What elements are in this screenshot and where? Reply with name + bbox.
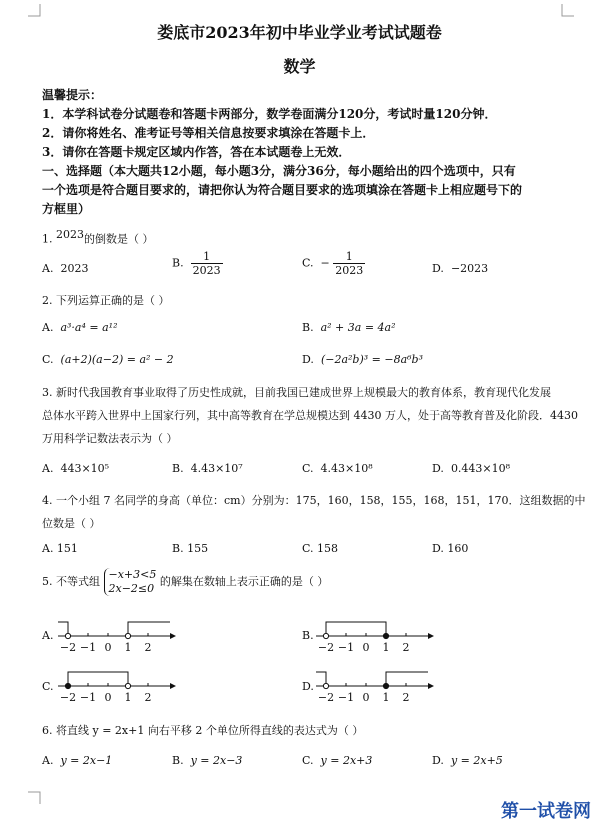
q3-option-b: B. 4.43×10⁷: [172, 462, 243, 475]
tick-label: −2: [317, 641, 335, 654]
q1-option-a: A. 2023: [42, 262, 89, 275]
open-point: [125, 633, 130, 638]
section1-line2: 一个选项是符合题目要求的，请把你认为符合题目要求的选项填涂在答题卡上相应题号下的: [42, 183, 523, 197]
q6-option-d: D. y = 2x+5: [432, 754, 503, 767]
tick-label: −2: [59, 641, 77, 654]
section1-line3: 方框里）: [42, 202, 91, 216]
open-point: [323, 633, 328, 638]
q2-option-a: A. a³·a⁴ = a¹²: [42, 321, 118, 334]
watermark-text: 第一试卷网: [501, 801, 591, 822]
q3-option-d: D. 0.443×10⁸: [432, 462, 511, 475]
axis-arrow-icon: [170, 633, 176, 639]
q1-option-d: D. −2023: [432, 262, 489, 275]
crop-mark-top-left: [28, 4, 42, 18]
tick-label: 1: [382, 691, 390, 704]
tip-2: 2．请你将姓名、准考证号等相关信息按要求填涂在答题卡上．: [42, 126, 375, 140]
q3-option-a: A. 443×10⁵: [42, 462, 110, 475]
crop-mark-bottom-left: [28, 790, 42, 804]
q5-option-c-number-line: [58, 662, 183, 707]
crop-mark-top-right: [560, 4, 574, 18]
tick-label: 0: [104, 691, 112, 704]
q1-year: 2023: [56, 228, 84, 241]
q3-option-c: C. 4.43×10⁸: [302, 462, 373, 475]
solution-bracket: [326, 622, 386, 636]
tick-label: −1: [79, 641, 97, 654]
tick-label: 2: [144, 691, 152, 704]
q1-c-fraction: $\frac{1}{2023}$: [335, 250, 364, 277]
q4-option-a: A. 151: [42, 542, 78, 555]
section1-line1: 一、选择题（本大题共12小题，每小题3分，满分36分，每小题给出的四个选项中，只有: [42, 164, 516, 178]
q6-option-c: C. y = 2x+3: [302, 754, 373, 767]
q5-option-d-number-line: [316, 662, 441, 707]
tick-label: 2: [144, 641, 152, 654]
q6-option-a: A. y = 2x−1: [42, 754, 113, 767]
q1-option-c: C. − $\frac{1}{2023}$: [302, 250, 364, 277]
solution-bracket: [68, 672, 128, 686]
q2-option-c: C. (a+2)(a−2) = a² − 2: [42, 353, 174, 366]
open-point: [323, 683, 328, 688]
question-3-line2: 总体水平跨入世界中上国家行列，其中高等教育在学总规模达到 4430 万人，处于高等教育普及化阶段．4430: [42, 409, 578, 422]
tick-label: 2: [402, 691, 410, 704]
axis-arrow-icon: [428, 683, 434, 689]
q4-option-b: B. 155: [172, 542, 209, 555]
open-point: [65, 633, 70, 638]
tip-3: 3．请你在答题卡规定区域内作答，答在本试题卷上无效．: [42, 145, 351, 159]
closed-point: [383, 683, 388, 688]
closed-point: [383, 633, 388, 638]
question-6: 6. 将直线 y = 2x+1 向右平移 2 个单位所得直线的表达式为（ ）: [42, 724, 364, 737]
q4-option-c: C. 158: [302, 542, 339, 555]
q5-option-b-number-line: [316, 612, 441, 657]
axis-arrow-icon: [170, 683, 176, 689]
q5-option-a-number-line: [58, 612, 183, 657]
q1-option-b: B. $\frac{1}{2023}$: [172, 250, 221, 277]
question-3-line3: 万用科学记数法表示为（ ）: [42, 432, 178, 445]
tip-1: 1．本学科试卷分试题卷和答题卡两部分，数学卷面满分120分，考试时量120分钟．: [42, 107, 497, 121]
q2-option-b: B. a² + 3a = 4a²: [302, 321, 396, 334]
question-2: 2. 下列运算正确的是（ ）: [42, 294, 170, 307]
tick-label: 0: [104, 641, 112, 654]
tick-label: 2: [402, 641, 410, 654]
question-4-line1: 4. 一个小组 7 名同学的身高（单位：cm）分别为：175，160，158，155，168，151，170．这组数据的中: [42, 494, 586, 507]
q5-option-b-label: B.: [302, 629, 314, 642]
tips-heading: 温馨提示：: [42, 88, 103, 102]
q4-option-d: D. 160: [432, 542, 469, 555]
q1-b-fraction: $\frac{1}{2023}$: [192, 250, 221, 277]
question-3-line1: 3. 新时代我国教育事业取得了历史性成就，目前我国已建成世界上规模最大的教育体系，教育现代化发展: [42, 386, 551, 399]
exam-title: 娄底市2023年初中毕业学业考试试题卷: [157, 23, 442, 42]
open-point: [125, 683, 130, 688]
q5-option-c-label: C.: [42, 680, 54, 693]
tick-label: −2: [317, 691, 335, 704]
tick-label: −2: [59, 691, 77, 704]
q1-number: 1.: [42, 232, 53, 246]
tick-label: 1: [124, 691, 132, 704]
q5-option-d-label: D.: [302, 680, 314, 693]
question-5: 5. 不等式组 −x+3<5 2x−2≤0 的解集在数轴上表示正确的是（ ）: [42, 568, 329, 595]
tick-label: 0: [362, 641, 370, 654]
tick-label: 1: [382, 641, 390, 654]
exam-subject: 数学: [283, 57, 316, 76]
tick-label: 1: [124, 641, 132, 654]
tick-label: −1: [337, 641, 355, 654]
solution-bracket: [128, 622, 170, 636]
solution-bracket: [386, 672, 428, 686]
closed-point: [65, 683, 70, 688]
q1-text: 的倒数是（ ）: [84, 232, 154, 246]
axis-arrow-icon: [428, 633, 434, 639]
question-1: [42, 228, 154, 247]
inequality-system: −x+3<5 2x−2≤0: [104, 568, 157, 596]
tick-label: −1: [337, 691, 355, 704]
q2-option-d: D. (−2a²b)³ = −8a⁶b³: [302, 353, 423, 366]
q5-option-a-label: A.: [42, 629, 54, 642]
tick-label: −1: [79, 691, 97, 704]
q6-option-b: B. y = 2x−3: [172, 754, 243, 767]
question-4-line2: 位数是（ ）: [42, 517, 101, 530]
tick-label: 0: [362, 691, 370, 704]
